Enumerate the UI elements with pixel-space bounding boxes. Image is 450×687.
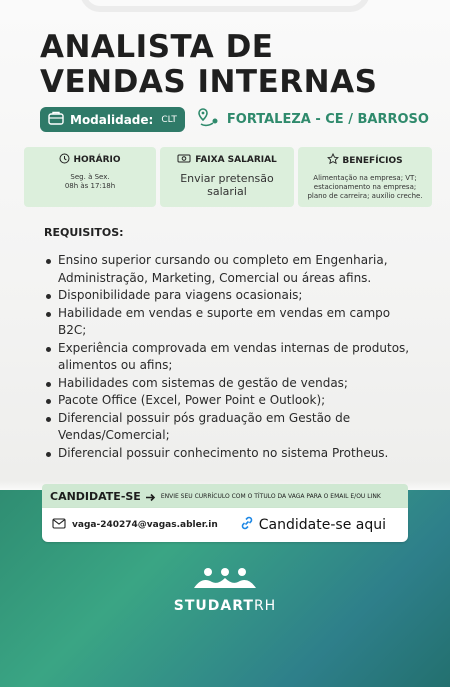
job-title (40, 30, 420, 100)
modalidade-badge (40, 107, 185, 132)
mail-icon (52, 518, 66, 532)
arrow-right-icon (145, 487, 157, 506)
card-salario-title: FAIXA SALARIAL (195, 155, 277, 165)
job-title-line1: ANALISTA DE (40, 29, 274, 65)
email-address: vaga-240274@vagas.abler.in (72, 520, 218, 530)
info-cards (24, 147, 432, 207)
star-icon (327, 153, 339, 168)
card-salario-line2: salarial (207, 185, 247, 198)
location-text: FORTALEZA - CE / BARROSO (226, 112, 429, 127)
clock-icon (59, 153, 70, 167)
cta-title: CANDIDATE-SE (50, 489, 141, 503)
location (197, 108, 429, 132)
email-contact[interactable] (52, 518, 218, 532)
modalidade-label: Modalidade: (70, 112, 154, 127)
list-item: Diferencial possuir pós graduação em Gestão de Vendas/Comercial; (44, 410, 416, 445)
list-item: Ensino superior cursando ou completo em Engenharia, Administração, Marketing, Comercial ou áreas afins. (44, 252, 416, 287)
cta-band (42, 484, 408, 508)
card-beneficios-line3: plano de carreira; auxílio creche. (307, 192, 423, 200)
info-row (40, 107, 429, 132)
modalidade-value: CLT (161, 114, 177, 125)
requisitos-list (44, 252, 416, 462)
card-salario (160, 147, 294, 207)
apply-link[interactable] (239, 515, 386, 535)
briefcase-icon (48, 110, 64, 129)
logo-suffix: RH (253, 598, 277, 614)
card-beneficios-line1: Alimentação na empresa; VT; (313, 174, 417, 182)
list-item: Experiência comprovada em vendas internas de produtos, alimentos ou afins; (44, 340, 416, 375)
requisitos-title: REQUISITOS: (44, 226, 124, 239)
list-item: Habilidades com sistemas de gestão de vendas; (44, 375, 416, 393)
cta-instruction: ENVIE SEU CURRÍCULO COM O TÍTULO DA VAGA PARA O EMAIL E/OU LINK (160, 492, 381, 500)
watermark (80, 0, 370, 12)
card-salario-line1: Enviar pretensão (180, 172, 274, 185)
list-item: Habilidade em vendas e suporte em vendas em campo B2C; (44, 305, 416, 340)
list-item: Diferencial possuir conhecimento no sistema Protheus. (44, 445, 416, 463)
card-beneficios (298, 147, 432, 207)
card-beneficios-title: BENEFÍCIOS (342, 155, 403, 166)
link-icon (239, 515, 255, 535)
card-horario (24, 147, 156, 207)
money-icon (177, 153, 192, 167)
card-beneficios-line2: estacionamento na empresa; (313, 183, 417, 191)
card-horario-line2: 08h às 17:18h (64, 182, 116, 190)
cta-box (42, 508, 408, 542)
card-horario-title: HORÁRIO (73, 155, 121, 165)
job-title-line2: VENDAS INTERNAS (40, 64, 378, 100)
location-pin-icon (197, 108, 219, 132)
list-item: Pacote Office (Excel, Power Point e Outlook); (44, 392, 416, 410)
logo-name: STUDART (173, 598, 254, 614)
list-item: Disponibilidade para viagens ocasionais; (44, 287, 416, 305)
apply-link-label: Candidate-se aqui (258, 517, 386, 533)
studart-logo (170, 566, 280, 614)
card-horario-line1: Seg. à Sex. (70, 173, 110, 181)
logo-mark-icon (190, 566, 260, 590)
